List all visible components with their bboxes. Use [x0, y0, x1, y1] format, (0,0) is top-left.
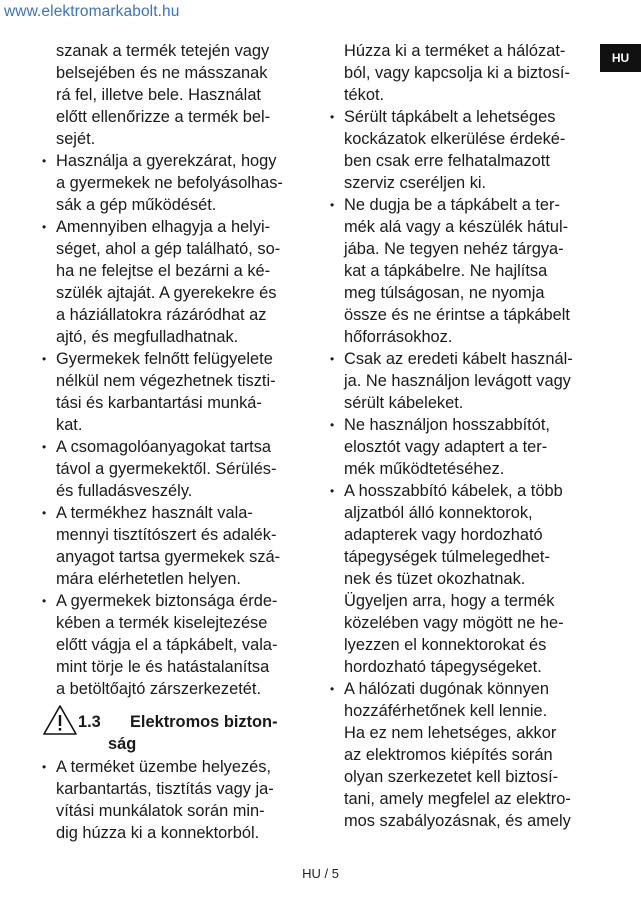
section-number: 1.3 [78, 713, 101, 731]
language-tab: HU [600, 44, 641, 72]
list-item: • A termékhez használt vala- mennyi tisztítószert és adalék- anyagot tartsa gyermekek szá- mára elérhetetlen helyen. [42, 504, 281, 588]
bullet-icon: • [330, 682, 335, 696]
bullet-icon: • [42, 220, 47, 234]
watermark-url: www.elektromarkabolt.hu [4, 3, 180, 20]
list-item: • Csak az eredeti kábelt használ- ja. Ne használjon levágott vagy sérült kábeleket. [330, 350, 573, 412]
bullet-icon: • [330, 110, 335, 124]
right-intro-paragraph: Húzza ki a terméket a hálózat- ból, vagy kapcsolja ki a biztosí- tékot. [344, 42, 570, 104]
right-column [328, 40, 598, 832]
section-heading [40, 702, 308, 752]
list-item: • Sérült tápkábelt a lehetséges kockázatok elkerülése érdeké- ben csak erre felhatalmazott szerviz cseréljen ki. [330, 108, 566, 192]
bullet-icon: • [42, 440, 47, 454]
bullet-icon: • [330, 352, 335, 366]
bullet-icon: • [42, 154, 47, 168]
warning-triangle-icon [42, 704, 78, 736]
list-item: • Ne dugja be a tápkábelt a ter- mék alá vagy a készülék hátul- jába. Ne tegyen nehéz tárgya- kat a tápkábelre. Ne hajlítsa meg túlságosan, ne nyomja össze és ne érintse a tápkábelt hőforrásokhoz. [330, 196, 570, 346]
list-item: • A hálózati dugónak könnyen hozzáférhetőnek kell lennie. Ha ez nem lehetséges, akkor az elektromos kiépítés során olyan szerkezetet kell biztosí- tani, amely megfelel az elektro- mos szabályozásnak, és amely [330, 680, 571, 830]
list-item: • A hosszabbító kábelek, a több aljzatból álló konnektorok, adapterek vagy hordozható tápegységek túlmelegedhet- nek és tüzet okozhatnak. Ügyeljen arra, hogy a termék közelében vagy mögött ne he- lyezzen el konnektorokat és hordozható tápegységeket. [330, 482, 564, 676]
bullet-icon: • [42, 594, 47, 608]
section-title: Elektromos bizton- ság [108, 713, 278, 753]
left-intro-paragraph: szanak a termék tetején vagy belsejében és ne másszanak rá fel, illetve bele. Használat előtt ellenőrizze a termék bel- sejét. [56, 42, 271, 148]
bullet-icon: • [330, 198, 335, 212]
page-footer: HU / 5 [302, 866, 339, 881]
bullet-icon: • [42, 506, 47, 520]
bullet-icon: • [330, 418, 335, 432]
list-item: • A terméket üzembe helyezés, karbantartás, tisztítás vagy ja- vítási munkálatok során min- dig húzza ki a konnektorból. [42, 758, 274, 842]
left-column [40, 40, 308, 844]
list-item: • Gyermekek felnőtt felügyelete nélkül nem végezhetnek tiszti- tási és karbantartási munká- kat. [42, 350, 276, 434]
list-item: • A csomagolóanyagokat tartsa távol a gyermekektől. Sérülés- és fulladásveszély. [42, 438, 277, 500]
list-item: • Használja a gyerekzárat, hogy a gyermekek ne befolyásolhas- sák a gép működését. [42, 152, 283, 214]
list-item: • Amennyiben elhagyja a helyi- séget, ahol a gép található, so- ha ne felejtse el bezárni a ké- szülék ajtaját. A gyerekekre és a háziállatokra rázáródhat az ajtó, és megfulladhatnak. [42, 218, 281, 346]
bullet-icon: • [330, 484, 335, 498]
list-item: • Ne használjon hosszabbítót, elosztót vagy adaptert a ter- mék működtetéséhez. [330, 416, 550, 478]
list-item: • A gyermekek biztonsága érde- kében a termék kiselejtezése előtt vágja el a tápkábelt, vala- mint törje le és hatástalanítsa a betöltőajtó zárszerkezetét. [42, 592, 278, 698]
bullet-icon: • [42, 760, 47, 774]
bullet-icon: • [42, 352, 47, 366]
